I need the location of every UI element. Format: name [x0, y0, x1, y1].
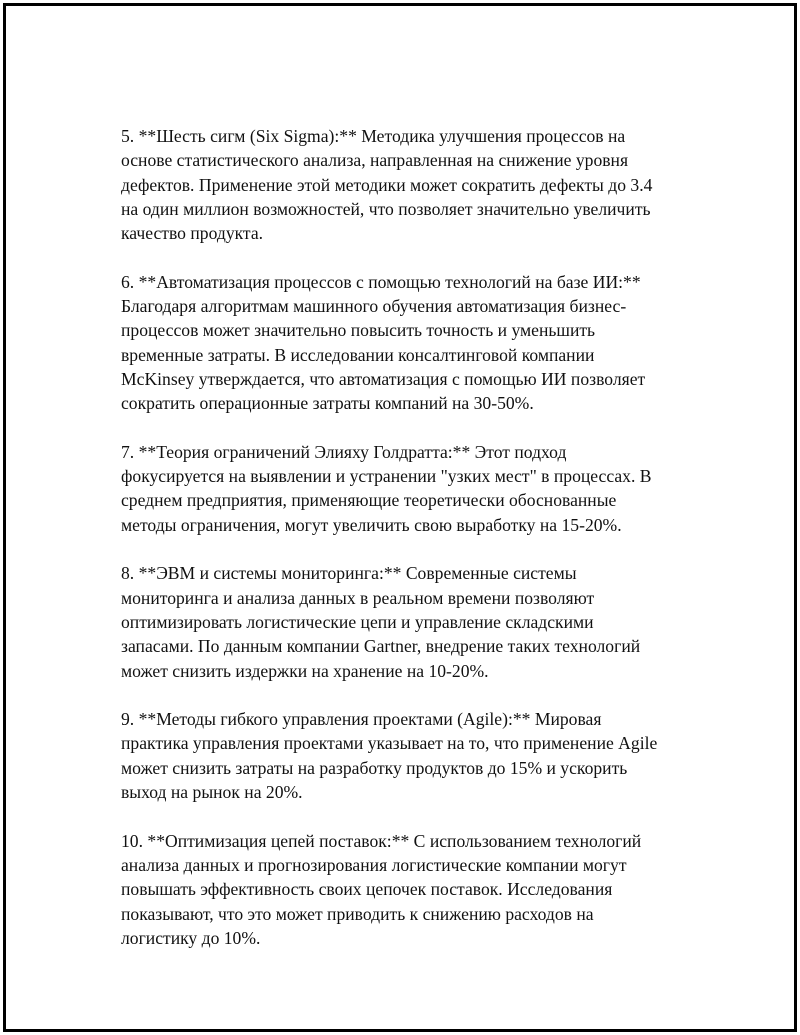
paragraph-item-5: 5. **Шесть сигм (Six Sigma):** Методика улучшения процессов на основе статистического анализа, направленная на снижение уровня дефектов. Применение этой методики может сократить дефекты до 3.4 на один миллион возможностей, что позволяет значительно увеличить качество продукта. — [121, 126, 653, 244]
paragraph-item-10: 10. **Оптимизация цепей поставок:** С использованием технологий анализа данных и прогнозирования логистические компании могут повышать эффективность своих цепочек поставок. Исследования показывают, что это может приводить к снижению расходов на логистику до 10%. — [121, 830, 642, 948]
page-frame — [3, 3, 797, 1032]
paragraph-item-7: 7. **Теория ограничений Элияху Голдратта:** Этот подход фокусируется на выявлении и устранении "узких мест" в процессах. В среднем предприятия, применяющие теоретически обоснованные методы ограничения, могут увеличить свою выработку на 15-20%. — [121, 441, 652, 535]
paragraph-item-6: 6. **Автоматизация процессов с помощью технологий на базе ИИ:** Благодаря алгоритмам машинного обучения автоматизация бизнес- процессов может значительно повысить точность и уменьшить временные затраты. В исследовании консалтинговой компании McKinsey утверждается, что автоматизация с помощью ИИ позволяет сократить операционные затраты компаний на 30-50%. — [121, 271, 646, 414]
document-body — [121, 124, 721, 974]
paragraph-item-9: 9. **Методы гибкого управления проектами (Agile):** Мировая практика управления проектами указывает на то, что применение Agile может снизить затраты на разработку продуктов до 15% и ускорить выход на рынок на 20%. — [121, 709, 658, 803]
paragraph-item-8: 8. **ЭВМ и системы мониторинга:** Современные системы мониторинга и анализа данных в реальном времени позволяют оптимизировать логистические цепи и управление складскими запасами. По данным компании Gartner, внедрение таких технологий может снизить издержки на хранение на 10-20%. — [121, 563, 641, 681]
